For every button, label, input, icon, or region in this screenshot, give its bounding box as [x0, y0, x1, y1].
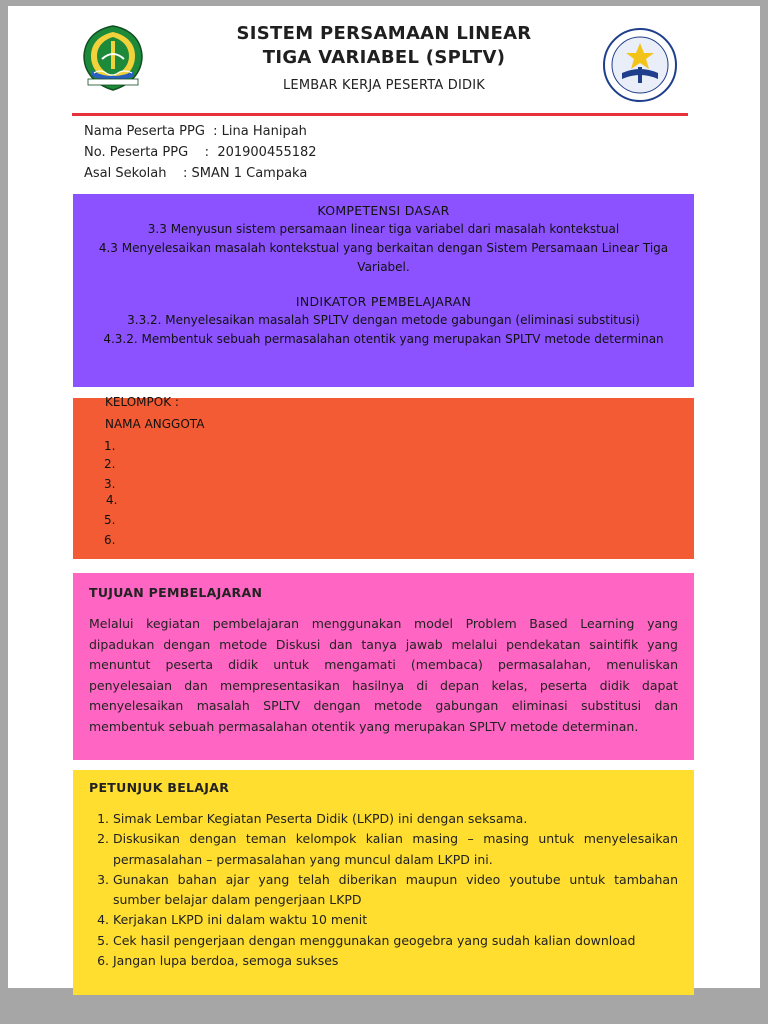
instruction-item: 6. Jangan lupa berdoa, semoga sukses	[113, 951, 678, 971]
objective-text: Melalui kegiatan pembelajaran menggunakan model Problem Based Learning yang dipadukan dengan metode Diskusi dan tanya jawab melalui pendekatan saintifik yang menuntut peserta didik untuk mengamati (membaca) permasalahan, menuliskan penyelesaian dan mempresentasikan hasilnya di depan kelas, peserta didik dapat menyelesaikan masalah SPLTV dengan metode gabungan eliminasi substitusi dan membentuk sebuah permasalahan otentik yang merupakan SPLTV metode determinan.	[89, 616, 678, 734]
member-number: 6.	[104, 533, 116, 547]
group-label: KELOMPOK :	[105, 395, 179, 409]
member-number: 2.	[104, 457, 116, 471]
instruction-item: 3. Gunakan bahan ajar yang telah diberikan maupun video youtube untuk tambahan sumber belajar dalam pengerjaan LKPD	[113, 870, 678, 911]
instruction-item: 2. Diskusikan dengan teman kelompok kalian masing – masing untuk menyelesaikan permasalahan – permasalahan yang muncul dalam LKPD ini.	[113, 829, 678, 870]
competency-box	[73, 194, 694, 387]
west-java-emblem-logo	[74, 22, 152, 94]
instruction-item: 1. Simak Lembar Kegiatan Peserta Didik (LKPD) ini dengan seksama.	[113, 809, 678, 829]
header-divider	[72, 113, 688, 116]
member-number: 5.	[104, 513, 116, 527]
member-number: 3.	[104, 477, 116, 491]
instruction-item: 5. Cek hasil pengerjaan dengan menggunakan geogebra yang sudah kalian download	[113, 931, 678, 951]
objective-heading: TUJUAN PEMBELAJARAN	[89, 585, 263, 600]
instructions-list	[89, 809, 678, 971]
instruction-item: 4. Kerjakan LKPD ini dalam waktu 10 menit	[113, 910, 678, 930]
member-number: 4.	[106, 493, 118, 507]
members-label: NAMA ANGGOTA	[105, 417, 205, 431]
indicator-item: 3.3.2. Menyelesaikan masalah SPLTV dengan metode gabungan (eliminasi substitusi)	[127, 313, 640, 327]
subtitle: LEMBAR KERJA PESERTA DIDIK	[282, 78, 486, 93]
document-title	[170, 22, 598, 93]
indicator-item: 4.3.2. Membentuk sebuah permasalahan otentik yang merupakan SPLTV metode determinan	[103, 332, 664, 346]
member-number: 1.	[104, 439, 116, 453]
competency-heading: KOMPETENSI DASAR	[317, 203, 450, 218]
group-box	[73, 395, 694, 559]
school-origin: Asal Sekolah : SMAN 1 Campaka	[84, 166, 308, 181]
participant-info	[84, 121, 317, 184]
participant-number: No. Peserta PPG : 201900455182	[84, 145, 317, 160]
participant-name: Nama Peserta PPG : Lina Hanipah	[84, 124, 307, 139]
title-line-1: SISTEM PERSAMAAN LINEAR	[236, 23, 532, 44]
competency-item: 4.3 Menyelesaikan masalah kontekstual yang berkaitan dengan Sistem Persamaan Linear Tiga Variabel.	[98, 241, 669, 274]
competency-item: 3.3 Menyusun sistem persamaan linear tiga variabel dari masalah kontekstual	[147, 222, 620, 236]
instructions-heading: PETUNJUK BELAJAR	[89, 780, 230, 795]
learning-objective-box	[73, 573, 694, 760]
title-line-2: TIGA VARIABEL (SPLTV)	[262, 47, 506, 68]
indicator-heading: INDIKATOR PEMBELAJARAN	[295, 294, 472, 309]
school-logo	[601, 27, 679, 103]
study-instructions-box	[73, 770, 694, 995]
